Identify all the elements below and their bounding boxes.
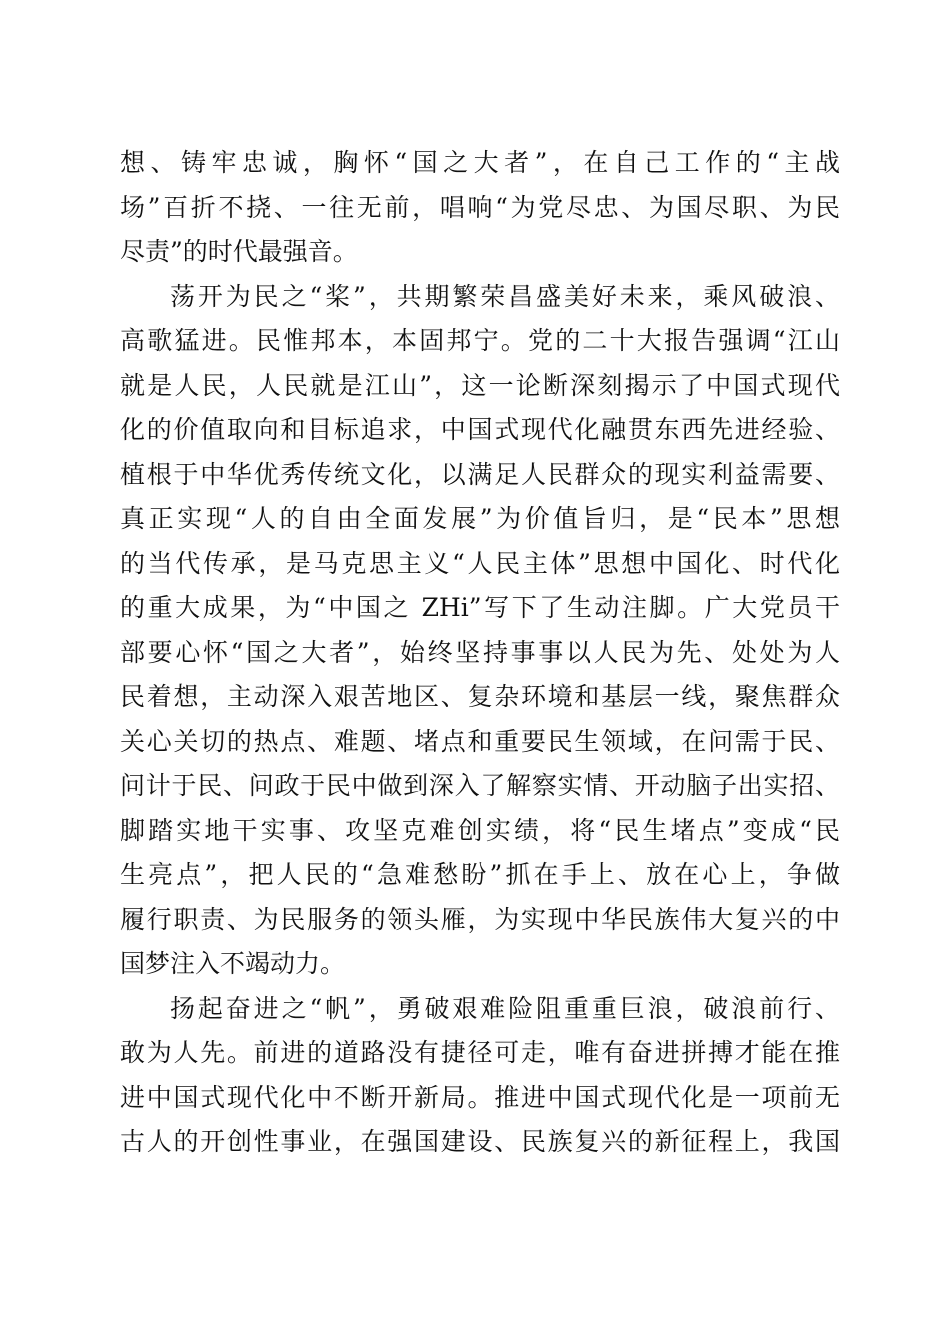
paragraph-first-line: 扬起奋进之“帆”，勇破艰难险阻重重巨浪，破浪前行、 [170, 993, 840, 1023]
text-line: 履行职责、为民服务的领头雁，为实现中华民族伟大复兴的中 [120, 904, 840, 934]
text-line: 问计于民、问政于民中做到深入了解察实情、开动脑子出实招、 [120, 771, 840, 800]
text-line: 生亮点”，把人民的“急难愁盼”抓在手上、放在心上，争做 [120, 860, 840, 889]
text-line: 关心关切的热点、难题、堵点和重要民生领域，在问需于民、 [120, 726, 840, 756]
document-body [120, 141, 840, 1165]
text-line: 真正实现“人的自由全面发展”为价值旨归，是“民本”思想 [120, 504, 840, 533]
text-line: 场”百折不挠、一往无前，唱响“为党尽忠、为国尽职、为民 [120, 192, 840, 222]
text-line: 民着想，主动深入艰苦地区、复杂环境和基层一线，聚焦群众 [120, 682, 840, 711]
text-line: 的重大成果，为“中国之 ZHi”写下了生动注脚。广大党员干 [120, 593, 840, 622]
text-line: 进中国式现代化中不断开新局。推进中国式现代化是一项前无 [120, 1082, 840, 1112]
text-line: 国梦注入不竭动力。 [120, 949, 346, 978]
text-line: 植根于中华优秀传统文化，以满足人民群众的现实利益需要、 [120, 459, 840, 489]
text-line: 就是人民，人民就是江山”，这一论断深刻揭示了中国式现代 [120, 370, 840, 400]
text-line: 的当代传承，是马克思主义“人民主体”思想中国化、时代化 [120, 548, 840, 578]
text-line: 化的价值取向和目标追求，中国式现代化融贯东西先进经验、 [120, 415, 840, 444]
text-line: 高歌猛进。民惟邦本，本固邦宁。党的二十大报告强调“江山 [120, 326, 840, 355]
text-line: 想、铸牢忠诚，胸怀“国之大者”，在自己工作的“主战 [120, 148, 840, 177]
text-line: 古人的开创性事业，在强国建设、民族复兴的新征程上，我国 [120, 1127, 840, 1156]
text-line: 敢为人先。前进的道路没有捷径可走，唯有奋进拼搏才能在推 [120, 1038, 840, 1067]
text-line: 尽责”的时代最强音。 [120, 237, 358, 266]
text-line: 脚踏实地干实事、攻坚克难创实绩，将“民生堵点”变成“民 [120, 815, 840, 845]
text-line: 部要心怀“国之大者”，始终坚持事事以人民为先、处处为人 [120, 637, 840, 667]
paragraph-first-line: 荡开为民之“桨”，共期繁荣昌盛美好未来，乘风破浪、 [170, 281, 840, 311]
